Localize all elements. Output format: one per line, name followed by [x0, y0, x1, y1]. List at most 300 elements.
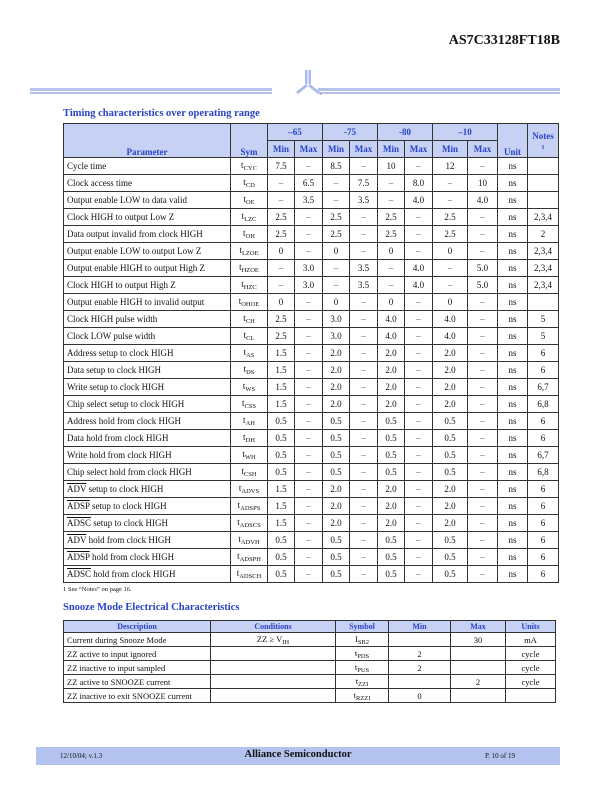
snooze-section-title: Snooze Mode Electrical Characteristics — [63, 602, 240, 613]
symbol-base: t — [241, 398, 245, 408]
notes-label: Notes — [532, 130, 554, 141]
max-value-cell: – — [405, 209, 433, 226]
symbol-subscript: CL — [246, 335, 255, 342]
col-header-grade: –10 — [433, 124, 498, 141]
table-row — [64, 243, 559, 260]
unit-cell: ns — [498, 226, 528, 243]
max-value-cell: – — [295, 379, 323, 396]
symbol-base: I — [354, 633, 358, 644]
symbol-cell — [231, 243, 268, 260]
max-cell — [451, 661, 506, 675]
max-value-cell: – — [468, 549, 498, 566]
max-value-cell: – — [295, 430, 323, 447]
parameter-text: Write hold from clock HIGH — [67, 450, 172, 460]
symbol-cell — [231, 158, 268, 175]
max-value-cell: – — [350, 413, 378, 430]
min-value-cell: 0 — [268, 243, 295, 260]
max-value-cell: – — [468, 566, 498, 583]
symbol-cell — [231, 566, 268, 583]
unit-cell: ns — [498, 158, 528, 175]
max-value-cell: – — [350, 396, 378, 413]
symbol-cell — [231, 515, 268, 532]
max-value-cell: – — [468, 515, 498, 532]
parameter-text: Address setup to clock HIGH — [67, 348, 174, 358]
description-cell: ZZ active to SNOOZE current — [64, 675, 211, 689]
units-cell — [506, 689, 556, 703]
parameter-text: Output enable HIGH to output High Z — [67, 263, 205, 273]
notes-cell: 2,3,4 — [528, 260, 559, 277]
symbol-subscript: OE — [245, 199, 255, 206]
conditions-cell — [211, 647, 336, 661]
parameter-cell — [64, 447, 231, 464]
unit-cell: ns — [498, 328, 528, 345]
max-value-cell: – — [405, 294, 433, 311]
parameter-text: hold from clock HIGH — [86, 535, 171, 545]
parameter-cell — [64, 498, 231, 515]
min-value-cell: 7.5 — [268, 158, 295, 175]
unit-cell: ns — [498, 243, 528, 260]
max-value-cell: – — [295, 311, 323, 328]
notes-cell: 6 — [528, 481, 559, 498]
snooze-col-header: Min — [389, 621, 451, 633]
max-value-cell: – — [295, 498, 323, 515]
table-row — [64, 175, 559, 192]
max-value-cell: – — [468, 498, 498, 515]
notes-cell — [528, 192, 559, 209]
min-cell: 2 — [389, 647, 451, 661]
alliance-logo-icon — [293, 70, 323, 98]
max-value-cell: – — [350, 158, 378, 175]
min-value-cell: 2.0 — [433, 396, 468, 413]
active-low-signal: ADSP — [67, 501, 90, 511]
max-value-cell: – — [295, 549, 323, 566]
min-value-cell: 0 — [268, 294, 295, 311]
snooze-col-header: Description — [64, 621, 211, 633]
description-cell: Current during Snooze Mode — [64, 633, 211, 647]
max-value-cell: 4.0 — [468, 192, 498, 209]
min-value-cell: 3.0 — [323, 328, 350, 345]
min-value-cell: 0.5 — [378, 566, 405, 583]
min-value-cell: – — [433, 192, 468, 209]
parameter-cell — [64, 379, 231, 396]
max-value-cell: – — [405, 430, 433, 447]
table-row — [64, 689, 556, 703]
header-rule-left — [30, 88, 272, 94]
max-value-cell: – — [350, 532, 378, 549]
min-value-cell: – — [378, 192, 405, 209]
max-value-cell: – — [405, 464, 433, 481]
min-value-cell: 0.5 — [323, 532, 350, 549]
min-value-cell: 2.0 — [323, 481, 350, 498]
min-value-cell: – — [268, 260, 295, 277]
min-value-cell: – — [323, 277, 350, 294]
table-row — [64, 661, 556, 675]
min-value-cell: – — [268, 192, 295, 209]
max-value-cell: – — [468, 362, 498, 379]
symbol-cell — [231, 498, 268, 515]
symbol-cell — [336, 633, 389, 647]
max-value-cell: – — [295, 328, 323, 345]
symbol-cell — [231, 481, 268, 498]
table-row — [64, 633, 556, 647]
min-value-cell: 2.0 — [378, 362, 405, 379]
symbol-base: t — [237, 517, 240, 527]
notes-cell: 2 — [528, 226, 559, 243]
symbol-cell — [231, 328, 268, 345]
max-value-cell: – — [405, 158, 433, 175]
max-value-cell: – — [350, 430, 378, 447]
max-value-cell: 3.0 — [295, 260, 323, 277]
table-row — [64, 675, 556, 689]
parameter-cell — [64, 192, 231, 209]
parameter-cell — [64, 311, 231, 328]
notes-cell — [528, 175, 559, 192]
symbol-base: t — [243, 415, 246, 425]
parameter-cell — [64, 464, 231, 481]
max-value-cell: – — [405, 498, 433, 515]
symbol-cell — [231, 175, 268, 192]
symbol-subscript: CD — [245, 182, 255, 189]
min-value-cell: 0 — [433, 243, 468, 260]
col-header-grade: –65 — [268, 124, 323, 141]
parameter-text: Data setup to clock HIGH — [67, 365, 161, 375]
table-row — [64, 515, 559, 532]
max-value-cell: 3.5 — [350, 277, 378, 294]
conditions-cell — [211, 661, 336, 675]
symbol-base: t — [243, 330, 247, 340]
max-value-cell: 3.5 — [350, 260, 378, 277]
symbol-cell — [231, 294, 268, 311]
notes-cell: 6,7 — [528, 447, 559, 464]
table-row — [64, 209, 559, 226]
parameter-text: Chip select setup to clock HIGH — [67, 399, 185, 409]
symbol-subscript: RZZI — [355, 694, 371, 702]
parameter-text: Clock HIGH to output Low Z — [67, 212, 175, 222]
min-value-cell: 0.5 — [433, 532, 468, 549]
max-value-cell: 4.0 — [405, 260, 433, 277]
symbol-subscript: OHOE — [241, 301, 260, 308]
header-rule-right — [318, 88, 560, 94]
max-value-cell: – — [405, 328, 433, 345]
max-value-cell: – — [295, 345, 323, 362]
conditions-cell — [211, 675, 336, 689]
notes-cell: 6,8 — [528, 464, 559, 481]
parameter-cell — [64, 209, 231, 226]
unit-cell: ns — [498, 515, 528, 532]
max-value-cell: – — [405, 396, 433, 413]
table-row — [64, 464, 559, 481]
symbol-base: t — [239, 262, 242, 272]
max-value-cell: – — [295, 481, 323, 498]
parameter-text: Chip select hold from clock HIGH — [67, 467, 192, 477]
min-value-cell: 0.5 — [323, 413, 350, 430]
parameter-text: Clock access time — [67, 178, 132, 188]
min-cell — [389, 675, 451, 689]
col-header-max: Max — [405, 141, 433, 158]
symbol-subscript: AS — [246, 352, 255, 359]
symbol-base: t — [243, 347, 247, 357]
min-value-cell: 2.0 — [378, 498, 405, 515]
symbol-cell — [231, 464, 268, 481]
unit-cell: ns — [498, 294, 528, 311]
symbol-base: t — [243, 432, 246, 442]
min-value-cell: – — [323, 192, 350, 209]
parameter-text: Address hold from clock HIGH — [67, 416, 181, 426]
symbol-base: t — [243, 177, 246, 187]
condition-subscript: IH — [282, 638, 290, 646]
parameter-cell — [64, 294, 231, 311]
min-value-cell: 2.0 — [323, 362, 350, 379]
max-value-cell: – — [350, 566, 378, 583]
min-value-cell: 2.0 — [378, 515, 405, 532]
max-value-cell: – — [350, 362, 378, 379]
max-value-cell: – — [405, 379, 433, 396]
parameter-cell — [64, 362, 231, 379]
symbol-base: t — [238, 534, 241, 544]
col-header-min: Min — [433, 141, 468, 158]
description-cell: ZZ active to input ignored — [64, 647, 211, 661]
min-value-cell: 0.5 — [433, 430, 468, 447]
max-value-cell: – — [405, 566, 433, 583]
max-value-cell: – — [295, 396, 323, 413]
min-value-cell: 2.0 — [433, 498, 468, 515]
parameter-cell — [64, 226, 231, 243]
min-cell — [389, 633, 451, 647]
min-value-cell: 0.5 — [433, 464, 468, 481]
snooze-col-header: Max — [451, 621, 506, 633]
symbol-cell — [231, 277, 268, 294]
table-row — [64, 362, 559, 379]
max-value-cell: – — [350, 498, 378, 515]
parameter-text: Write setup to clock HIGH — [67, 382, 165, 392]
min-value-cell: 1.5 — [268, 379, 295, 396]
max-value-cell: – — [295, 226, 323, 243]
symbol-base: t — [354, 647, 358, 658]
symbol-base: t — [243, 228, 246, 238]
min-value-cell: 2.0 — [378, 396, 405, 413]
max-value-cell: – — [405, 447, 433, 464]
min-value-cell: 4.0 — [433, 311, 468, 328]
min-value-cell: 2.0 — [323, 498, 350, 515]
min-value-cell: 1.5 — [268, 345, 295, 362]
min-value-cell: 2.5 — [323, 209, 350, 226]
doc-title: AS7C33128FT18B — [448, 33, 560, 48]
unit-cell: ns — [498, 566, 528, 583]
parameter-cell — [64, 566, 231, 583]
min-value-cell: 0.5 — [433, 413, 468, 430]
parameter-text: hold from clock HIGH — [89, 552, 175, 562]
max-value-cell: – — [405, 226, 433, 243]
active-low-signal: $\overline{ADV}$ — [67, 484, 87, 494]
parameter-text: setup to clock HIGH — [91, 518, 168, 528]
min-value-cell: 0.5 — [433, 447, 468, 464]
symbol-base: t — [238, 296, 242, 306]
symbol-subscript: HZOE — [241, 267, 259, 274]
unit-cell: ns — [498, 481, 528, 498]
max-value-cell: – — [350, 464, 378, 481]
min-value-cell: 10 — [378, 158, 405, 175]
max-value-cell: – — [405, 532, 433, 549]
notes-cell: 6 — [528, 413, 559, 430]
min-value-cell: 0 — [323, 243, 350, 260]
symbol-subscript: ADVS — [241, 488, 260, 495]
symbol-cell — [336, 661, 389, 675]
min-value-cell: 2.0 — [378, 481, 405, 498]
col-header-min: Min — [268, 141, 295, 158]
max-value-cell: – — [468, 226, 498, 243]
max-value-cell: – — [295, 532, 323, 549]
table-row — [64, 498, 559, 515]
min-value-cell: – — [268, 175, 295, 192]
max-value-cell: – — [295, 566, 323, 583]
min-value-cell: – — [378, 277, 405, 294]
max-value-cell: – — [295, 294, 323, 311]
symbol-subscript: CYC — [243, 165, 257, 172]
symbol-subscript: AH — [245, 420, 255, 427]
max-value-cell: – — [405, 311, 433, 328]
units-cell: mA — [506, 633, 556, 647]
symbol-subscript: PDS — [357, 652, 370, 660]
snooze-col-header: Conditions — [211, 621, 336, 633]
unit-cell: ns — [498, 192, 528, 209]
snooze-col-header: Units — [506, 621, 556, 633]
max-value-cell: 5.0 — [468, 260, 498, 277]
min-value-cell: 0.5 — [268, 549, 295, 566]
max-value-cell: – — [405, 362, 433, 379]
min-value-cell: 1.5 — [268, 396, 295, 413]
description-cell: ZZ inactive to exit SNOOZE current — [64, 689, 211, 703]
min-value-cell: 2.5 — [268, 311, 295, 328]
unit-cell: ns — [498, 447, 528, 464]
min-value-cell: 2.5 — [433, 209, 468, 226]
condition-text: ZZ ≥ V — [256, 633, 283, 644]
max-value-cell: 3.5 — [295, 192, 323, 209]
symbol-cell — [231, 379, 268, 396]
min-value-cell: 2.0 — [433, 515, 468, 532]
symbol-cell — [231, 413, 268, 430]
conditions-cell — [211, 633, 336, 647]
notes-cell — [528, 158, 559, 175]
symbol-subscript: WS — [245, 386, 256, 393]
min-value-cell: 3.0 — [323, 311, 350, 328]
table-row — [64, 311, 559, 328]
notes-cell: 6 — [528, 532, 559, 549]
footer-date-version: 12/10/04; v.1.3 — [60, 752, 103, 760]
parameter-cell — [64, 243, 231, 260]
max-value-cell: – — [350, 243, 378, 260]
symbol-cell — [231, 430, 268, 447]
max-value-cell: – — [405, 243, 433, 260]
table-row — [64, 647, 556, 661]
col-header-max: Max — [468, 141, 498, 158]
table-row — [64, 345, 559, 362]
parameter-cell — [64, 260, 231, 277]
symbol-cell — [231, 192, 268, 209]
symbol-cell — [231, 447, 268, 464]
max-value-cell: – — [468, 481, 498, 498]
units-cell: cycle — [506, 675, 556, 689]
max-value-cell: – — [295, 158, 323, 175]
symbol-base: t — [241, 279, 244, 289]
page-footer — [36, 747, 560, 765]
symbol-base: t — [241, 466, 244, 476]
parameter-cell — [64, 158, 231, 175]
notes-cell: 6 — [528, 549, 559, 566]
max-value-cell: – — [468, 294, 498, 311]
max-value-cell: – — [468, 158, 498, 175]
min-value-cell: 2.5 — [268, 209, 295, 226]
notes-cell: 6 — [528, 345, 559, 362]
max-value-cell: 3.0 — [295, 277, 323, 294]
min-value-cell: 0 — [378, 294, 405, 311]
parameter-cell — [64, 413, 231, 430]
notes-cell: 2,3,4 — [528, 277, 559, 294]
col-header-min: Min — [323, 141, 350, 158]
max-value-cell: – — [295, 447, 323, 464]
min-value-cell: 2.0 — [433, 481, 468, 498]
parameter-cell — [64, 549, 231, 566]
symbol-base: t — [243, 194, 246, 204]
max-cell — [451, 647, 506, 661]
max-value-cell: – — [468, 209, 498, 226]
max-cell — [451, 689, 506, 703]
min-cell: 0 — [389, 689, 451, 703]
symbol-base: t — [237, 500, 241, 510]
symbol-base: t — [238, 483, 242, 493]
notes-cell: 2,3,4 — [528, 243, 559, 260]
symbol-base: t — [243, 313, 246, 323]
min-value-cell: 0 — [323, 294, 350, 311]
symbol-subscript: ADSCH — [239, 573, 262, 580]
table-row — [64, 192, 559, 209]
parameter-cell — [64, 481, 231, 498]
max-value-cell: 5.0 — [468, 277, 498, 294]
min-value-cell: – — [323, 260, 350, 277]
max-value-cell: 4.0 — [405, 277, 433, 294]
parameter-text: setup to clock HIGH — [86, 484, 164, 494]
symbol-base: t — [353, 689, 356, 700]
min-value-cell: 1.5 — [268, 362, 295, 379]
min-value-cell: – — [323, 175, 350, 192]
timing-table — [63, 123, 559, 583]
max-value-cell: – — [468, 413, 498, 430]
min-value-cell: 0.5 — [433, 566, 468, 583]
units-cell: cycle — [506, 661, 556, 675]
max-value-cell: – — [295, 413, 323, 430]
parameter-text: Clock HIGH pulse width — [67, 314, 158, 324]
min-value-cell: 2.0 — [378, 379, 405, 396]
max-value-cell: – — [350, 515, 378, 532]
symbol-cell — [231, 345, 268, 362]
active-low-signal: ADSC — [67, 569, 92, 579]
max-value-cell: – — [350, 294, 378, 311]
max-value-cell: – — [350, 481, 378, 498]
symbol-subscript: SB2 — [357, 638, 370, 646]
parameter-text: Clock LOW pulse width — [67, 331, 156, 341]
symbol-subscript: LZC — [244, 216, 257, 223]
min-value-cell: 2.5 — [268, 328, 295, 345]
symbol-base: t — [239, 245, 242, 255]
symbol-base: t — [354, 661, 358, 672]
max-value-cell: 10 — [468, 175, 498, 192]
min-value-cell: 8.5 — [323, 158, 350, 175]
parameter-cell — [64, 328, 231, 345]
table-row — [64, 396, 559, 413]
parameter-text: Clock HIGH to output High Z — [67, 280, 176, 290]
unit-cell: ns — [498, 464, 528, 481]
min-value-cell: 2.0 — [433, 345, 468, 362]
max-value-cell: – — [405, 481, 433, 498]
